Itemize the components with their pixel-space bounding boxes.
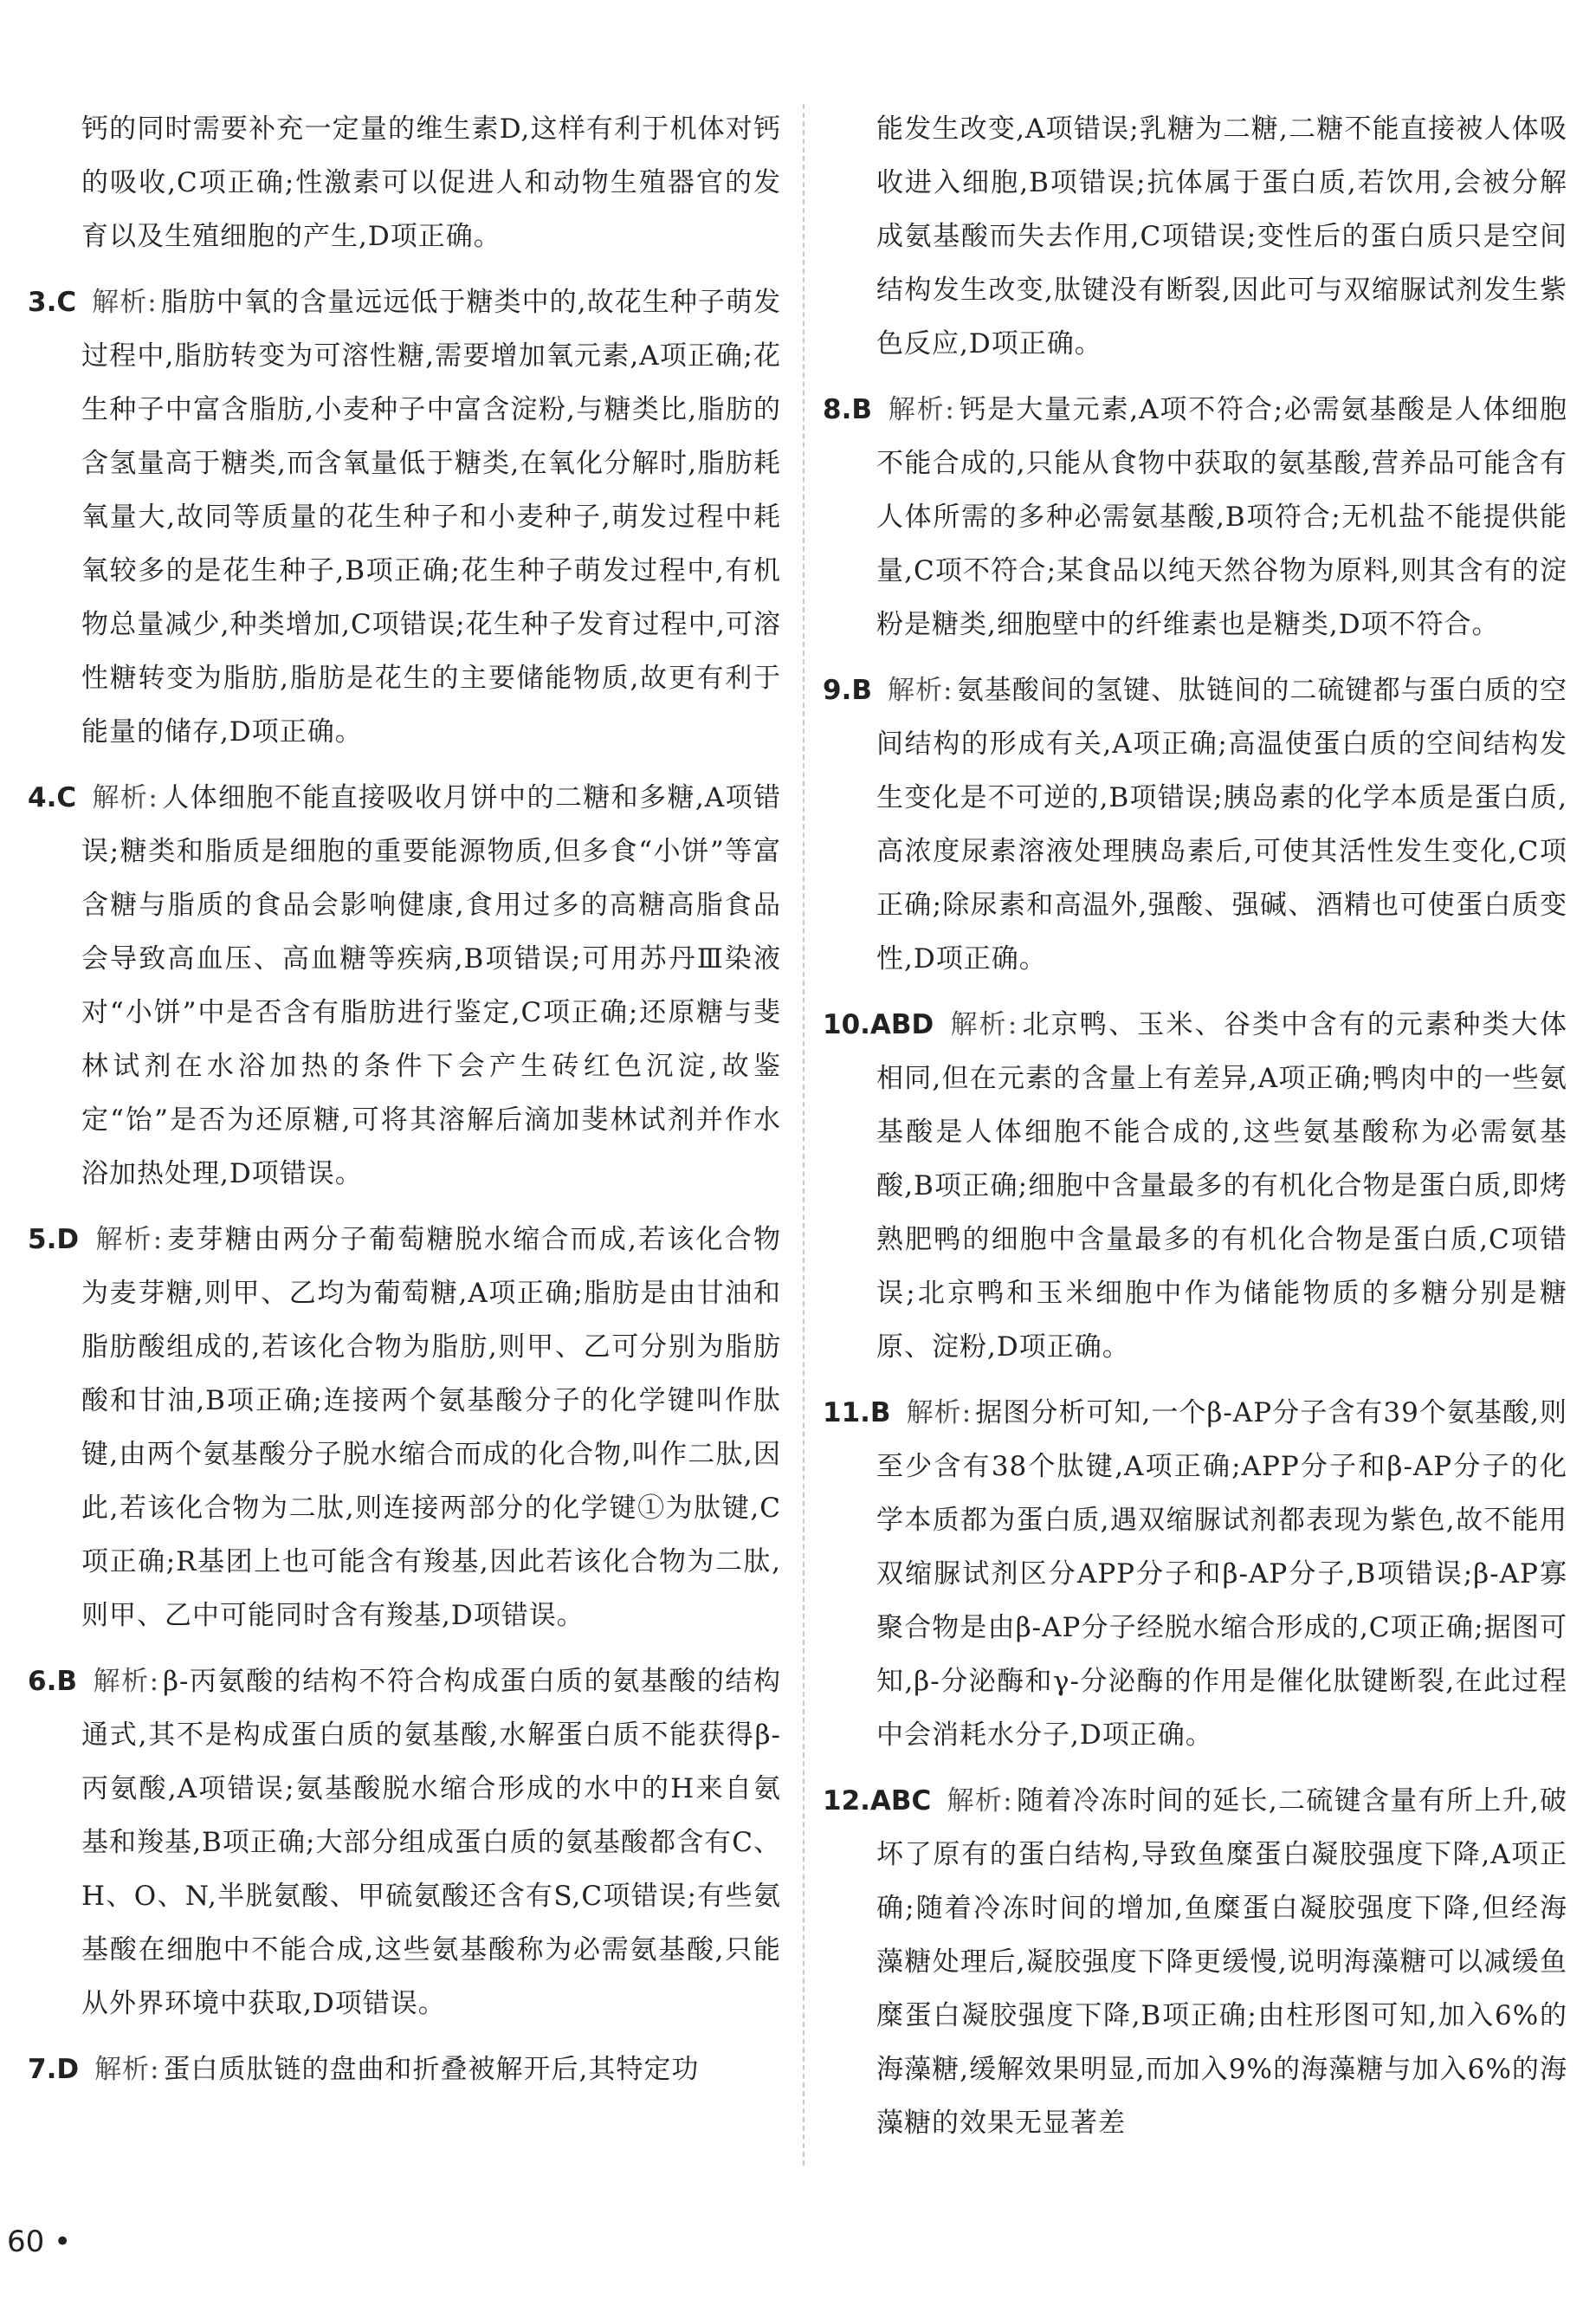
answer-item <box>28 2043 781 2096</box>
answer-item <box>28 1655 781 2030</box>
right-column <box>823 102 1567 2162</box>
answer-text: 麦芽糖由两分子葡萄糖脱水缩合而成,若该化合物为麦芽糖,则甲、乙均为葡萄糖,A项正确;脂肪是由甘油和脂肪酸组成的,若该化合物为脂肪,则甲、乙可分别为脂肪酸和甘油,B项正确;连接两个氨基酸分子的化学键叫作肽键,由两个氨基酸分子脱水缩合而成的化合物,叫作二肽,因此,若该化合物为二肽,则连接两部分的化学键①为肽键,C项正确;R基团上也可能含有羧基,因此若该化合物为二肽,则甲、乙中可能同时含有羧基,D项错误。 <box>81 1224 781 1631</box>
answer-text: 据图分析可知,一个β-AP分子含有39个氨基酸,则至少含有38个肽键,A项正确;APP分子和β-AP分子的化学本质都为蛋白质,遇双缩脲试剂都表现为紫色,故不能用双缩脲试剂区分APP分子和β-AP分子,B项错误;β-AP寡聚合物是由β-AP分子经脱水缩合形成的,C项正确;据图可知,β-分泌酶和γ-分泌酶的作用是催化肽键断裂,在此过程中会消耗水分子,D项正确。 <box>876 1397 1568 1751</box>
answer-number: 9.B <box>823 675 872 706</box>
answer-text: 钙是大量元素,A项不符合;必需氨基酸是人体细胞不能合成的,只能从食物中获取的氨基酸,营养品可能含有人体所需的多种必需氨基酸,B项符合;无机盐不能提供能量,C项不符合;某食品以纯天然谷物为原料,则其含有的淀粉是糖类,细胞壁中的纤维素也是糖类,D项不符合。 <box>876 394 1568 640</box>
analysis-label: 解析: <box>906 1397 972 1428</box>
left-column <box>28 102 781 2108</box>
answer-number: 12.ABC <box>823 1785 932 1817</box>
answer-text: 氨基酸间的氢键、肽链间的二硫键都与蛋白质的空间结构的形成有关,A项正确;高温使蛋白质的空间结构发生变化是不可逆的,B项错误;胰岛素的化学本质是蛋白质,高浓度尿素溶液处理胰岛素后,可使其活性发生变化,C项正确;除尿素和高温外,强酸、强碱、酒精也可使蛋白质变性,D项正确。 <box>876 675 1567 975</box>
answer-number: 6.B <box>28 1666 77 1697</box>
answer-number: 4.C <box>28 782 77 813</box>
analysis-label: 解析: <box>94 1224 164 1255</box>
answer-number: 11.B <box>823 1397 891 1428</box>
answer-text: 随着冷冻时间的延长,二硫键含量有所上升,破坏了原有的蛋白结构,导致鱼糜蛋白凝胶强度下降,A项正确;随着冷冻时间的增加,鱼糜蛋白凝胶强度下降,但经海藻糖处理后,凝胶强度下降更缓慢,说明海藻糖可以减缓鱼糜蛋白凝胶强度下降,B项正确;由柱形图可知,加入6%的海藻糖,缓解效果明显,而加入9%的海藻糖与加入6%的海藻糖的效果无显著差 <box>876 1785 1567 2139</box>
analysis-label: 解析: <box>887 675 953 706</box>
answer-text: 人体细胞不能直接吸收月饼中的二糖和多糖,A项错误;糖类和脂质是细胞的重要能源物质,但多食“小饼”等富含糖与脂质的食品会影响健康,食用过多的高糖高脂食品会导致高血压、高血糖等疾病,B项错误;可用苏丹Ⅲ染液对“小饼”中是否含有脂肪进行鉴定,C项正确;还原糖与斐林试剂在水浴加热的条件下会产生砖红色沉淀,故鉴定“饴”是否为还原糖,可将其溶解后滴加斐林试剂并作水浴加热处理,D项错误。 <box>81 782 781 1189</box>
column-divider <box>803 104 804 2166</box>
answer-number: 10.ABD <box>823 1009 934 1040</box>
answer-item <box>28 275 781 759</box>
answer-text: 蛋白质肽链的盘曲和折叠被解开后,其特定功 <box>163 2054 700 2085</box>
answer-number: 3.C <box>28 287 77 318</box>
analysis-label: 解析: <box>92 782 158 813</box>
analysis-label: 解析: <box>949 1009 1018 1040</box>
answer-item <box>823 664 1567 986</box>
answer-item <box>823 998 1567 1374</box>
page-number: 60 • <box>7 2225 72 2259</box>
answer-number: 5.D <box>28 1224 80 1255</box>
answer-number: 7.D <box>28 2054 80 2085</box>
analysis-label: 解析: <box>947 1785 1013 1817</box>
answer-text: 脂肪中氧的含量远远低于糖类中的,故花生种子萌发过程中,脂肪转变为可溶性糖,需要增加氧元素,A项正确;花生种子中富含脂肪,小麦种子中富含淀粉,与糖类比,脂肪的含氢量高于糖类,而含氧量低于糖类,在氧化分解时,脂肪耗氧量大,故同等质量的花生种子和小麦种子,萌发过程中耗氧较多的是花生种子,B项正确;花生种子萌发过程中,有机物总量减少,种类增加,C项错误;花生种子发育过程中,可溶性糖转变为脂肪,脂肪是花生的主要储能物质,故更有利于能量的储存,D项正确。 <box>81 287 781 748</box>
answer-item <box>823 383 1567 651</box>
continuation-paragraph: 能发生改变,A项错误;乳糖为二糖,二糖不能直接被人体吸收进入细胞,B项错误;抗体属于蛋白质,若饮用,会被分解成氨基酸而失去作用,C项错误;变性后的蛋白质只是空间结构发生改变,肽键没有断裂,因此可与双缩脲试剂发生紫色反应,D项正确。 <box>876 113 1567 359</box>
analysis-label: 解析: <box>94 2054 160 2085</box>
analysis-label: 解析: <box>92 287 158 318</box>
answer-item <box>823 1774 1567 2150</box>
analysis-label: 解析: <box>887 394 955 425</box>
answer-item <box>28 771 781 1201</box>
answer-item <box>28 1213 781 1642</box>
answer-text: 北京鸭、玉米、谷类中含有的元素种类大体相同,但在元素的含量上有差异,A项正确;鸭肉中的一些氨基酸是人体细胞不能合成的,这些氨基酸称为必需氨基酸,B项正确;细胞中含量最多的有机化合物是蛋白质,即烤熟肥鸭的细胞中含量最多的有机化合物是蛋白质,C项错误;北京鸭和玉米细胞中作为储能物质的多糖分别是糖原、淀粉,D项正确。 <box>876 1009 1567 1363</box>
continuation-paragraph: 钙的同时需要补充一定量的维生素D,这样有利于机体对钙的吸收,C项正确;性激素可以促进人和动物生殖器官的发育以及生殖细胞的产生,D项正确。 <box>81 113 781 252</box>
answer-number: 8.B <box>823 394 872 425</box>
answer-text: β-丙氨酸的结构不符合构成蛋白质的氨基酸的结构通式,其不是构成蛋白质的氨基酸,水解蛋白质不能获得β-丙氨酸,A项错误;氨基酸脱水缩合形成的水中的H来自氨基和羧基,B项正确;大部分组成蛋白质的氨基酸都含有C、H、O、N,半胱氨酸、甲硫氨酸还含有S,C项错误;有些氨基酸在细胞中不能合成,这些氨基酸称为必需氨基酸,只能从外界环境中获取,D项错误。 <box>81 1666 781 2019</box>
analysis-label: 解析: <box>92 1666 160 1697</box>
answer-item <box>823 1386 1567 1762</box>
